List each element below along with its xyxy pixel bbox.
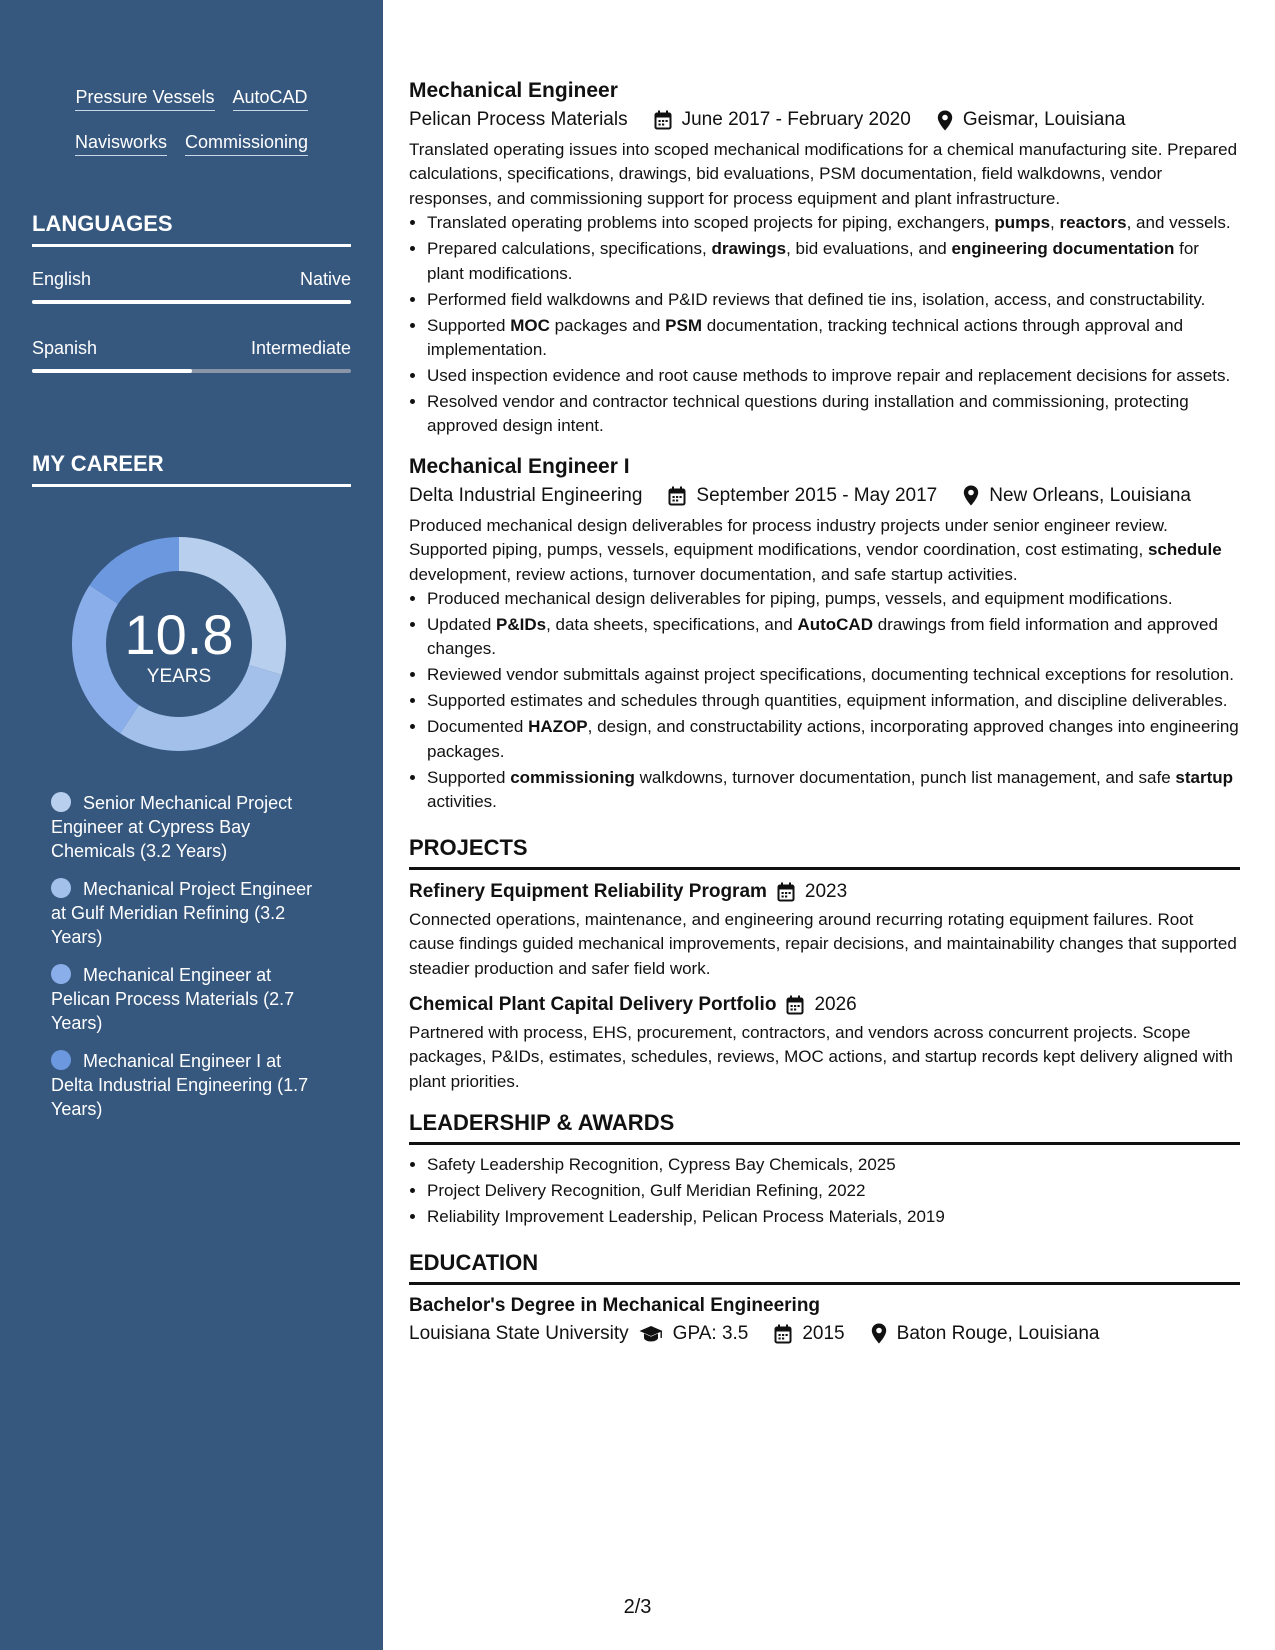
text-run: development, review actions, turnover documentation, and safe startup activities. (409, 564, 1018, 584)
text-run: Produced mechanical design deliverables for process industry projects under senior engineer review. Supported piping, pumps, vessels, equipment modifications, vendor coordination, cost estimating, (409, 515, 1168, 560)
bold-keyword: commissioning (510, 767, 635, 787)
language-row (32, 268, 351, 290)
calendar-icon (654, 110, 672, 130)
career-text: Mechanical Engineer I at Delta Industrial Engineering (1.7 Years) (51, 1051, 309, 1119)
legend-dot (51, 792, 71, 812)
education-section (409, 1248, 1240, 1348)
project-title-row (409, 991, 1240, 1019)
leadership-section (409, 1108, 1240, 1229)
project-year: 2026 (814, 993, 857, 1015)
skills-row-1 (0, 86, 383, 111)
bold-keyword: PSM (665, 315, 703, 335)
text-run: Reviewed vendor submittals against project specifications, documenting technical exceptions for resolution. (427, 665, 1234, 685)
text-run: Resolved vendor and contractor technical questions during installation and commissioning, protecting approved design intent. (427, 392, 1189, 436)
bullet-item (427, 314, 1240, 363)
calendar-icon (774, 1324, 792, 1344)
language-row (32, 337, 351, 359)
project-title: Refinery Equipment Reliability Program (409, 880, 767, 902)
job-location: Geismar, Louisiana (962, 109, 1126, 130)
language-bar-fill (32, 369, 192, 373)
text-run: , data sheets, specifications, and (546, 615, 798, 635)
bullet-item (427, 715, 1240, 764)
text-run: packages and (549, 315, 666, 335)
bullet-item (427, 390, 1240, 439)
legend-dot (51, 964, 71, 984)
school-name: Louisiana State University (409, 1322, 629, 1344)
legend-dot (51, 1050, 71, 1070)
career-heading: MY CAREER (32, 450, 351, 487)
project-description: Partnered with process, EHS, procurement, contractors, and vendors across concurrent projects. Scope packages, P&IDs, estimates, schedules, reviews, MOC actions, and startup records kept delivery aligned with plant priorities. (409, 1022, 1233, 1091)
bold-keyword: MOC (510, 315, 550, 335)
project-year: 2023 (804, 880, 848, 902)
award-item: • Safety Leadership Recognition, Cypress Bay Chemicals, 2025 (427, 1153, 1240, 1177)
project-title-row (409, 878, 1240, 906)
skill-tag: Pressure Vessels (75, 86, 214, 111)
bullet-item (427, 663, 1240, 687)
career-text: Senior Mechanical Project Engineer at Cypress Bay Chemicals (3.2 Years) (51, 793, 293, 861)
text-run: Translated operating problems into scoped projects for piping, exchangers, (427, 213, 995, 233)
language-level: Intermediate (250, 338, 351, 358)
language-name: English (32, 269, 92, 289)
text-run: drawings from field information and approved changes. (427, 615, 1218, 659)
job-bullets (409, 587, 1240, 815)
career-item (51, 1049, 326, 1121)
job-title: Mechanical Engineer I (409, 454, 630, 478)
bullet-item (427, 211, 1240, 235)
job-bullets (409, 211, 1240, 439)
text-run: , and vessels. (1126, 213, 1231, 233)
bullet-item (427, 587, 1240, 611)
projects-section (409, 833, 1240, 1094)
graduation-year: 2015 (802, 1322, 845, 1344)
skill-tag: Navisworks (75, 131, 167, 156)
text-run: Supported (427, 315, 511, 335)
calendar-icon (668, 486, 686, 506)
text-run: Produced mechanical design deliverables for piping, pumps, vessels, and equipment modifications. (427, 589, 1173, 609)
award-item: • Reliability Improvement Leadership, Pelican Process Materials, 2019 (427, 1205, 1240, 1229)
bold-keyword: HAZOP (528, 717, 588, 737)
degree-title: Bachelor's Degree in Mechanical Engineering (409, 1294, 821, 1316)
page-number: 2/3 (623, 1596, 652, 1618)
bullet-item (427, 364, 1240, 388)
company-name: Pelican Process Materials (409, 109, 628, 130)
graduation-cap-icon (639, 1325, 663, 1343)
career-donut-chart (65, 530, 293, 758)
skill-tag: AutoCAD (233, 86, 308, 111)
text-run: for plant modifications. (427, 239, 1199, 283)
bullet-item (427, 766, 1240, 815)
sidebar (0, 0, 383, 1650)
career-total: 10.8 (124, 603, 234, 666)
bullet-item (427, 288, 1240, 312)
text-run: documentation, tracking technical actions through approval and implementation. (427, 315, 1184, 360)
text-run: , (1050, 213, 1060, 233)
career-item (51, 963, 326, 1035)
text-run: Used inspection evidence and root cause methods to improve repair and replacement decisions for assets. (427, 366, 1231, 386)
bullet-item (427, 613, 1240, 662)
bold-keyword: drawings (711, 239, 787, 259)
bullet-item (427, 689, 1240, 713)
job-summary (409, 514, 1240, 587)
text-run: , design, and constructability actions, incorporating approved changes into engineering packages. (427, 717, 1239, 761)
bold-keyword: reactors (1059, 213, 1127, 233)
text-run: Supported (427, 767, 511, 787)
job-dates: June 2017 - February 2020 (681, 109, 911, 130)
text-run: Performed field walkdowns and P&ID reviews that defined tie ins, isolation, access, and constructability. (427, 289, 1206, 309)
section-heading: PROJECTS (409, 833, 1240, 870)
bullet-item (427, 237, 1240, 286)
job-meta (409, 482, 1240, 510)
map-pin-icon (937, 110, 953, 131)
gpa: GPA: 3.5 (672, 1322, 749, 1344)
map-pin-icon (963, 485, 979, 506)
experience-entry (409, 76, 1240, 439)
career-item (51, 791, 326, 863)
bold-keyword: startup (1175, 767, 1234, 787)
text-run: Updated (427, 615, 496, 635)
education-location: Baton Rouge, Louisiana (896, 1322, 1100, 1344)
award-item: • Project Delivery Recognition, Gulf Meridian Refining, 2022 (427, 1179, 1240, 1203)
bold-keyword: pumps (994, 213, 1051, 233)
language-bar-fill (32, 300, 351, 304)
language-bar (32, 300, 351, 304)
text-run: Prepared calculations, specifications, (427, 239, 712, 259)
language-level: Native (299, 269, 351, 289)
job-summary: Translated operating issues into scoped mechanical modifications for a chemical manufacturing site. Prepared calculations, specifications, drawings, bid evaluations, PSM documentation, field walkdowns, vendor responses, and commissioning support for process equipment and plant infrastructure. (409, 140, 1238, 208)
language-name: Spanish (32, 338, 98, 358)
language-bar (32, 369, 351, 373)
job-meta (409, 106, 1240, 134)
skill-tag: Commissioning (185, 131, 308, 156)
text-run: Supported estimates and schedules through quantities, equipment information, and discipline deliverables. (427, 691, 1228, 711)
text-run: , bid evaluations, and (786, 239, 952, 259)
text-run: activities. (427, 792, 497, 812)
calendar-icon (786, 995, 804, 1015)
education-meta (409, 1320, 1240, 1348)
bold-keyword: P&IDs (496, 615, 547, 635)
bold-keyword: AutoCAD (797, 615, 873, 635)
career-item (51, 877, 326, 949)
calendar-icon (777, 882, 795, 902)
experience-entry (409, 452, 1240, 815)
company-name: Delta Industrial Engineering (409, 484, 643, 506)
career-text: Mechanical Engineer at Pelican Process Materials (2.7 Years) (51, 965, 295, 1033)
project-description: Connected operations, maintenance, and engineering around recurring rotating equipment failures. Root cause findings guided mechanical improvements, repair decisions, and maintainability changes that supported steadier production and safer field work. (409, 909, 1237, 978)
project-entry (409, 878, 1240, 981)
main-content (409, 76, 1240, 1348)
job-location: New Orleans, Louisiana (989, 484, 1191, 506)
project-title: Chemical Plant Capital Delivery Portfolio (409, 993, 777, 1015)
job-title: Mechanical Engineer (409, 79, 618, 102)
text-run: walkdowns, turnover documentation, punch list management, and safe (634, 767, 1176, 787)
awards-list (409, 1153, 1240, 1229)
section-heading: EDUCATION (409, 1248, 1240, 1285)
job-dates: September 2015 - May 2017 (696, 484, 938, 506)
bold-keyword: engineering documentation (951, 239, 1175, 259)
legend-dot (51, 878, 71, 898)
skills-row-2 (0, 131, 383, 156)
project-entry (409, 991, 1240, 1094)
donut-segment (90, 537, 179, 604)
bold-keyword: schedule (1147, 540, 1222, 560)
text-run: Documented (427, 717, 529, 737)
languages-heading: LANGUAGES (32, 210, 351, 247)
section-heading: LEADERSHIP & AWARDS (409, 1108, 1240, 1145)
map-pin-icon (871, 1323, 887, 1344)
career-unit: YEARS (146, 666, 212, 687)
career-text: Mechanical Project Engineer at Gulf Meridian Refining (3.2 Years) (51, 879, 313, 947)
